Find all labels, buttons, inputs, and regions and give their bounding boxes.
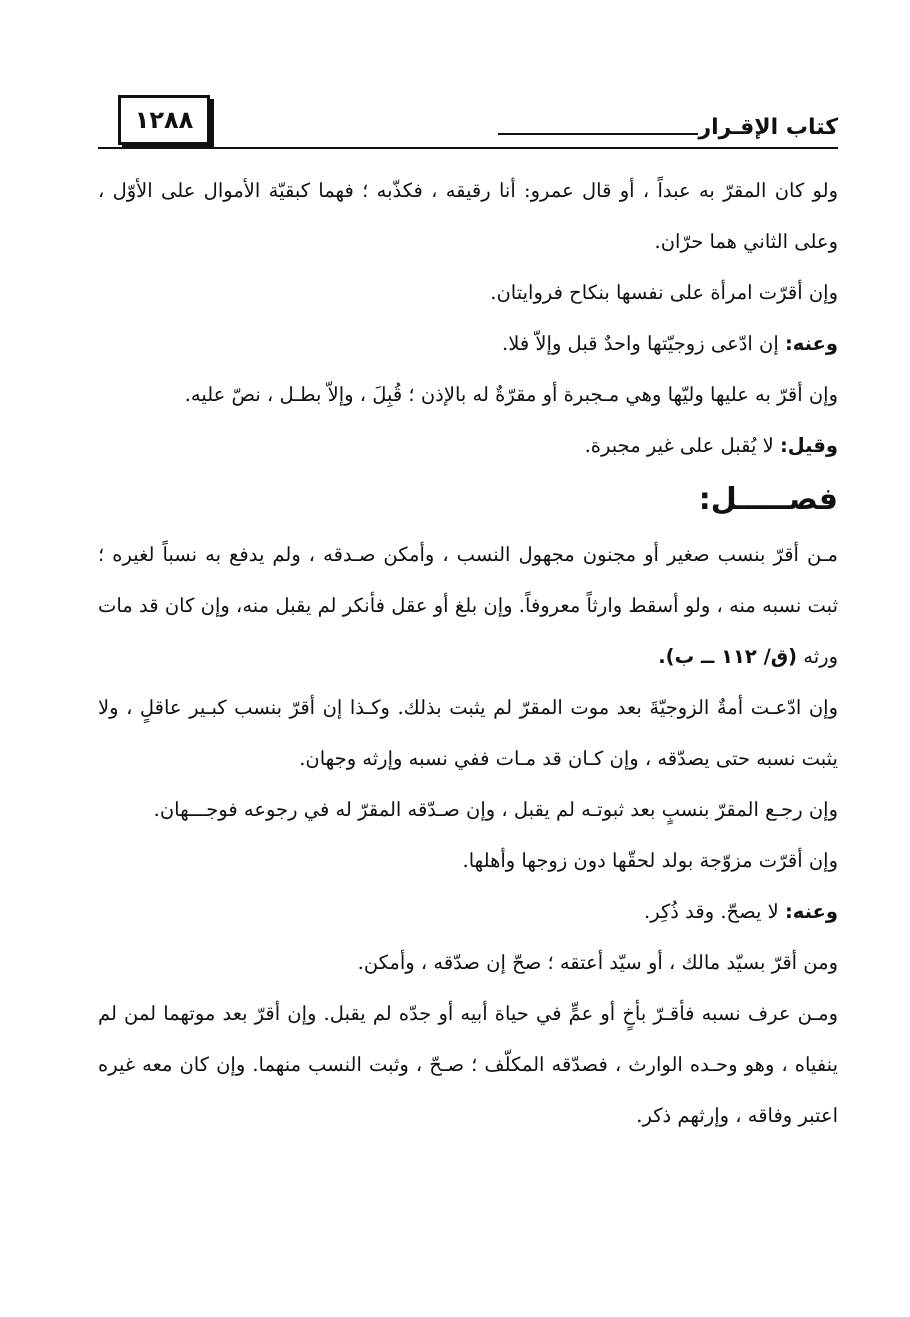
paragraph-text: لا يصحّ. وقد ذُكِر.: [644, 900, 785, 923]
paragraph: وإن ادّعـت أمةٌ الزوجيّةَ بعد موت المقرّ لم يثبت بذلك. وكـذا إن أقرّ بنسب كبـير عاقلٍ ، ولا يثبت نسبه حتى يصدّقه ، وإن كـان قد مـات ففي نسبه وإرثه وجهان.: [98, 696, 838, 770]
paragraph: [98, 420, 838, 471]
manuscript-reference: (ق/ ١١٢ ــ ب).: [658, 645, 798, 668]
paragraph-text: مـن أقرّ بنسب صغير أو مجنون مجهول النسب ، وأمكن صـدقه ، ولم يدفع به نسباً لغيره ؛ ثبت نسبه منه ، ولو أسقط وارثاً معروفاً. وإن بلغ أو عقل فأنكر لم يقبل منه، وإن كان قد مات ورثه: [98, 543, 838, 668]
paragraph: [98, 886, 838, 937]
paragraph-text: إن ادّعى زوجيّتها واحدٌ قبل وإلاّ فلا.: [502, 332, 785, 355]
paragraph-text: لا يُقبل على غير مجبرة.: [584, 434, 780, 457]
paragraph-label: وقيل:: [779, 434, 838, 457]
paragraph: [98, 529, 838, 682]
book-title: كتاب الإقـرار: [698, 115, 838, 140]
paragraph: وإن رجـع المقرّ بنسبٍ بعد ثبوتـه لم يقبل ، وإن صـدّقه المقرّ له في رجوعه فوجـــهان.: [153, 798, 838, 821]
paragraph: ولو كان المقرّ به عبداً ، أو قال عمرو: أنا رقيقه ، فكذّبه ؛ فهما كبقيّة الأموال على الأوّل ، وعلى الثاني هما حرّان.: [98, 179, 838, 253]
page-body: [98, 165, 838, 1141]
page-number: ١٢٨٨: [118, 95, 210, 145]
header-rule: [98, 147, 838, 149]
paragraph: وإن أقرّت مزوّجة بولد لحقّها دون زوجها وأهلها.: [462, 849, 838, 872]
section-heading: فصـــــل:: [698, 482, 838, 517]
paragraph: [98, 318, 838, 369]
page-header: [98, 95, 838, 155]
paragraph-label: وعنه:: [784, 900, 838, 923]
paragraph: ومن أقرّ بسيّد مالك ، أو سيّد أعتقه ؛ صحّ إن صدّقه ، وأمكن.: [357, 951, 838, 974]
paragraph: ومـن عرف نسبه فأقـرّ بأخٍ أو عمٍّ في حياة أبيه أو جدّه لم يقبل. وإن أقرّ بعد موتهما لمن لم ينفياه ، وهو وحـده الوارث ، فصدّقه المكلّف ؛ صـحّ ، وثبت النسب منهما. وإن كان معه غيره اعتبر وفاقه ، وإرثهم ذكر.: [98, 1002, 838, 1127]
paragraph: وإن أقرّ به عليها وليّها وهي مـجبرة أو مقرّةٌ له بالإذن ؛ قُبِلَ ، وإلاّ بطـل ، نصّ عليه.: [184, 383, 838, 406]
title-dash: [498, 133, 698, 135]
paragraph: وإن أقرّت امرأة على نفسها بنكاح فروايتان.: [490, 281, 838, 304]
paragraph-label: وعنه:: [784, 332, 838, 355]
